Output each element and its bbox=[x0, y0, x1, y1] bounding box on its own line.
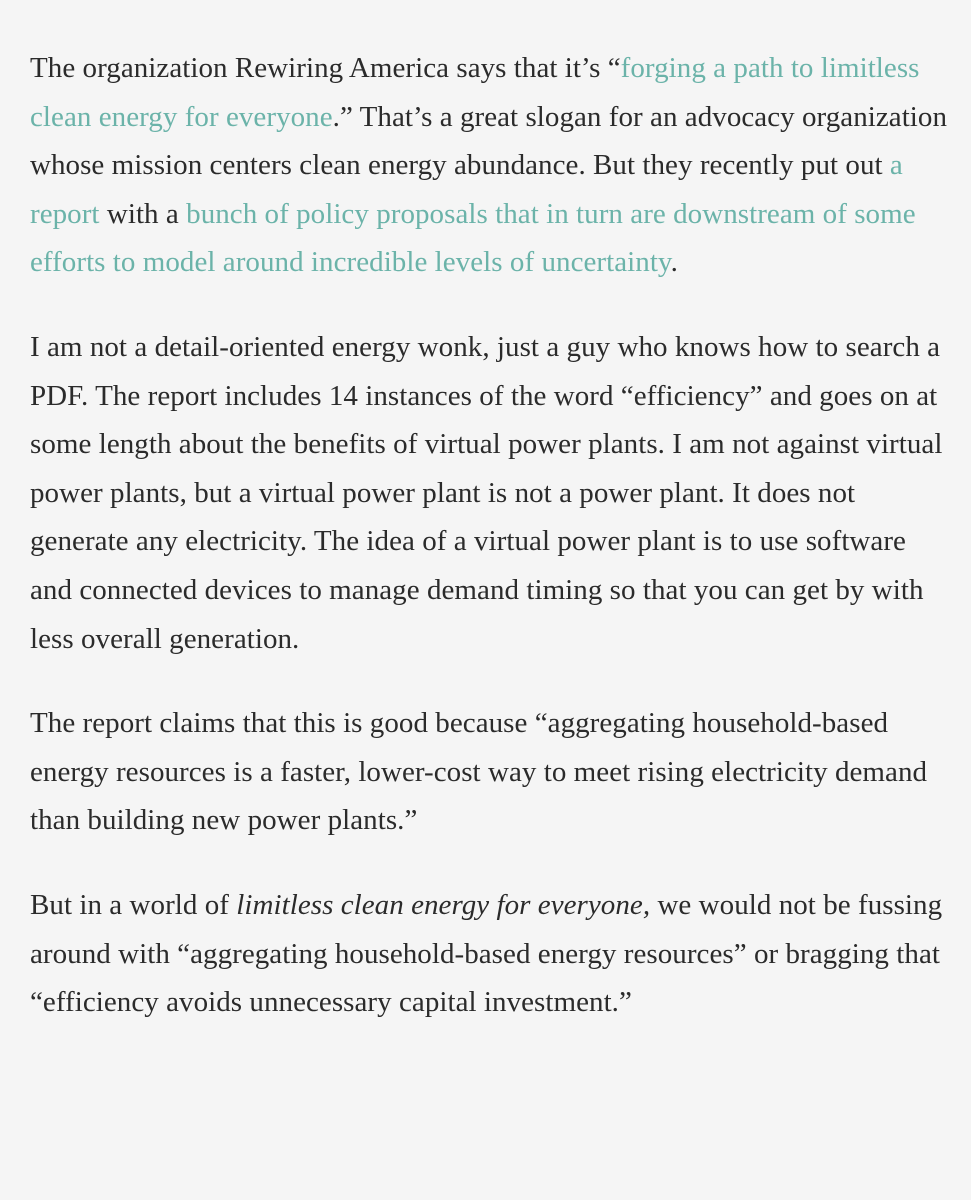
article-body bbox=[30, 44, 955, 1063]
link-policy-proposals[interactable]: bunch of policy proposals that in turn are downstream of some efforts to model around incredible levels of uncertainty bbox=[30, 197, 916, 279]
paragraph-3: The report claims that this is good because “aggregating household-based energy resources is a faster, lower-cost way to meet rising electricity demand than building new power plants.” bbox=[30, 707, 928, 837]
paragraph-4 bbox=[30, 881, 955, 1027]
link-forging-a-path[interactable]: forging a path to limitless clean energy for everyone bbox=[30, 52, 920, 133]
paragraph-1-text-a: The organization Rewiring America says that it’s “ bbox=[30, 52, 621, 84]
paragraph-4-emphasis: limitless clean energy for everyone, bbox=[236, 888, 651, 921]
paragraph-1-text-d: . bbox=[670, 246, 678, 279]
paragraph-1-text-b: .” That’s a great slogan for an advocacy organization whose mission centers clean energy abundance. But they recently put out bbox=[30, 100, 948, 182]
paragraph-1-text-c: with a bbox=[99, 197, 187, 230]
link-a-report[interactable]: a report bbox=[30, 149, 903, 230]
paragraph-1 bbox=[30, 44, 955, 287]
paragraph-4-text-a: But in a world of bbox=[30, 888, 237, 921]
paragraph-2: I am not a detail-oriented energy wonk, just a guy who knows how to search a PDF. The report includes 14 instances of the word “efficiency” and goes on at some length about the benefits of virtual power plants. I am not against virtual power plants, but a virtual power plant is not a power plant. It does not generate any electricity. The idea of a virtual power plant is to use software and connected devices to manage demand timing so that you can get by with less overall generation. bbox=[30, 330, 943, 655]
paragraph-4-text-b: we would not be fussing around with “aggregating household-based energy resources” or bragging that “efficiency avoids unnecessary capital investment.” bbox=[30, 888, 943, 1019]
